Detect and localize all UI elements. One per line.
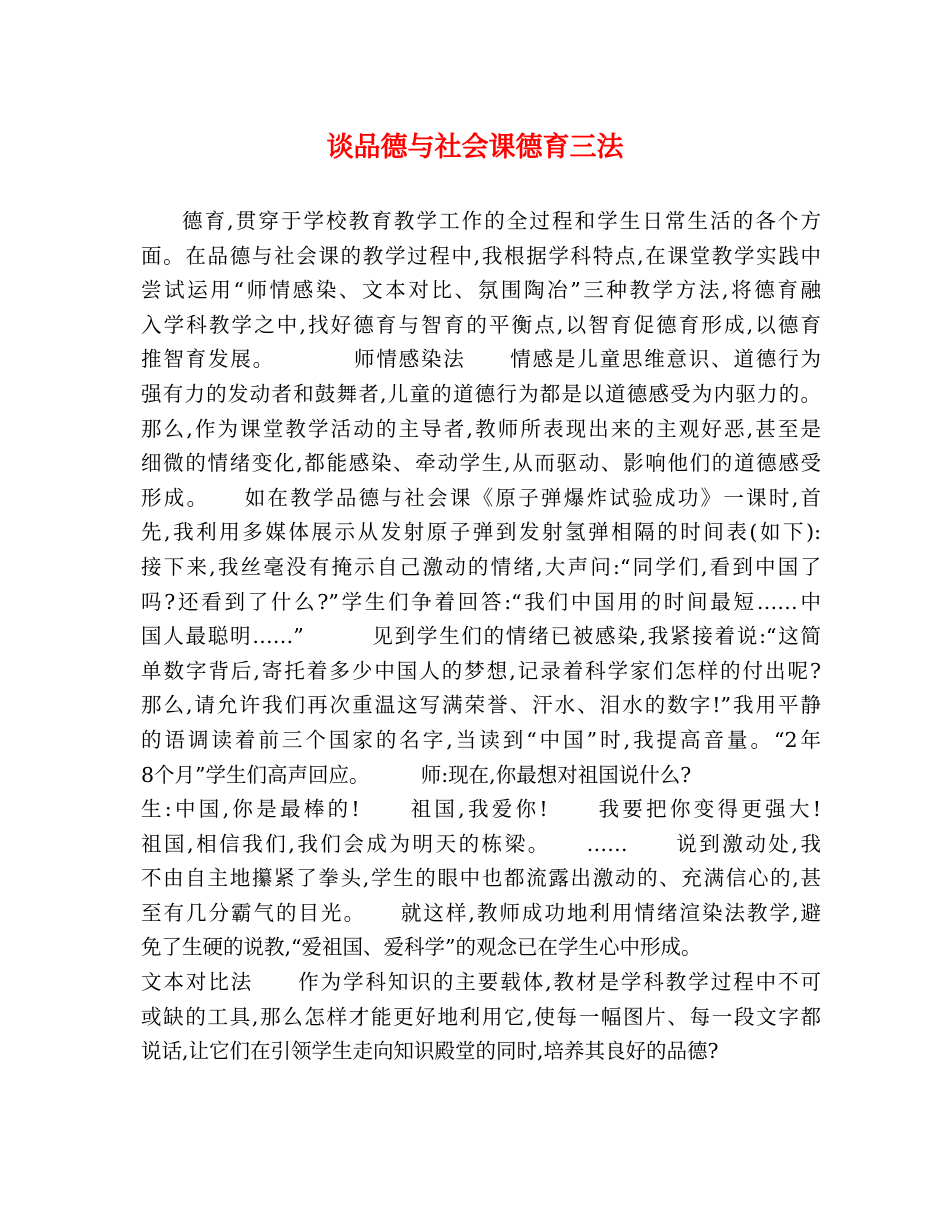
- body-line: 国人最聪明……” 见到学生们的情绪已被感染,我紧接着说:“这简: [141, 624, 821, 649]
- body-line: 至有几分霸气的目光。 就这样,教师成功地利用情绪渲染法教学,避: [141, 900, 821, 925]
- body-line: 推智育发展。 师情感染法 情感是儿童思维意识、道德行为: [141, 347, 821, 372]
- body-line: 入学科教学之中,找好德育与智育的平衡点,以智育促德育形成,以德育: [141, 312, 821, 337]
- body-line: 不由自主地攥紧了拳头,学生的眼中也都流露出激动的、充满信心的,甚: [141, 866, 821, 891]
- body-line: 文本对比法 作为学科知识的主要载体,教材是学科教学过程中不可: [141, 970, 821, 995]
- body-line: 面。在品德与社会课的教学过程中,我根据学科特点,在课堂教学实践中: [141, 243, 821, 268]
- body-line: 祖国,相信我们,我们会成为明天的栋梁。 …… 说到激动处,我: [141, 831, 821, 856]
- body-line: 生:中国,你是最棒的! 祖国,我爱你! 我要把你变得更强大!: [141, 797, 821, 822]
- body-line: 形成。 如在教学品德与社会课《原子弹爆炸试验成功》一课时,首: [141, 485, 821, 510]
- body-line: 免了生硬的说教,“爱祖国、爱科学”的观念已在学生心中形成。: [141, 935, 702, 960]
- body-line: 那么,作为课堂教学活动的主导者,教师所表现出来的主观好恶,甚至是: [141, 416, 821, 441]
- body-line: 单数字背后,寄托着多少中国人的梦想,记录着科学家们怎样的付出呢?: [141, 658, 821, 683]
- body-line: 8个月”学生们高声回应。 师:现在,你最想对祖国说什么?: [141, 762, 692, 787]
- document-body: [141, 204, 821, 1069]
- body-line: 先,我利用多媒体展示从发射原子弹到发射氢弹相隔的时间表(如下):: [141, 520, 821, 545]
- body-line: 尝试运用“师情感染、文本对比、氛围陶冶”三种教学方法,将德育融: [141, 278, 821, 303]
- body-line: 那么,请允许我们再次重温这写满荣誉、汗水、泪水的数字!”我用平静: [141, 693, 821, 718]
- body-line: 德育,贯穿于学校教育教学工作的全过程和学生日常生活的各个方: [182, 209, 821, 233]
- body-line: 细微的情绪变化,都能感染、牵动学生,从而驱动、影响他们的道德感受: [141, 451, 821, 476]
- body-line: 强有力的发动者和鼓舞者,儿童的道德行为都是以道德感受为内驱力的。: [141, 381, 821, 406]
- body-line: 吗?还看到了什么?”学生们争着回答:“我们中国用的时间最短……中: [141, 589, 821, 614]
- document-title: 谈品德与社会课德育三法: [326, 132, 624, 163]
- body-line: 接下来,我丝毫没有掩示自己激动的情绪,大声问:“同学们,看到中国了: [141, 554, 821, 579]
- body-line: 或缺的工具,那么怎样才能更好地利用它,使每一幅图片、每一段文字都: [141, 1004, 821, 1029]
- body-line: 的语调读着前三个国家的名字,当读到“中国”时,我提高音量。“2年: [141, 727, 821, 752]
- body-line: 说话,让它们在引领学生走向知识殿堂的同时,培养其良好的品德?: [141, 1039, 719, 1064]
